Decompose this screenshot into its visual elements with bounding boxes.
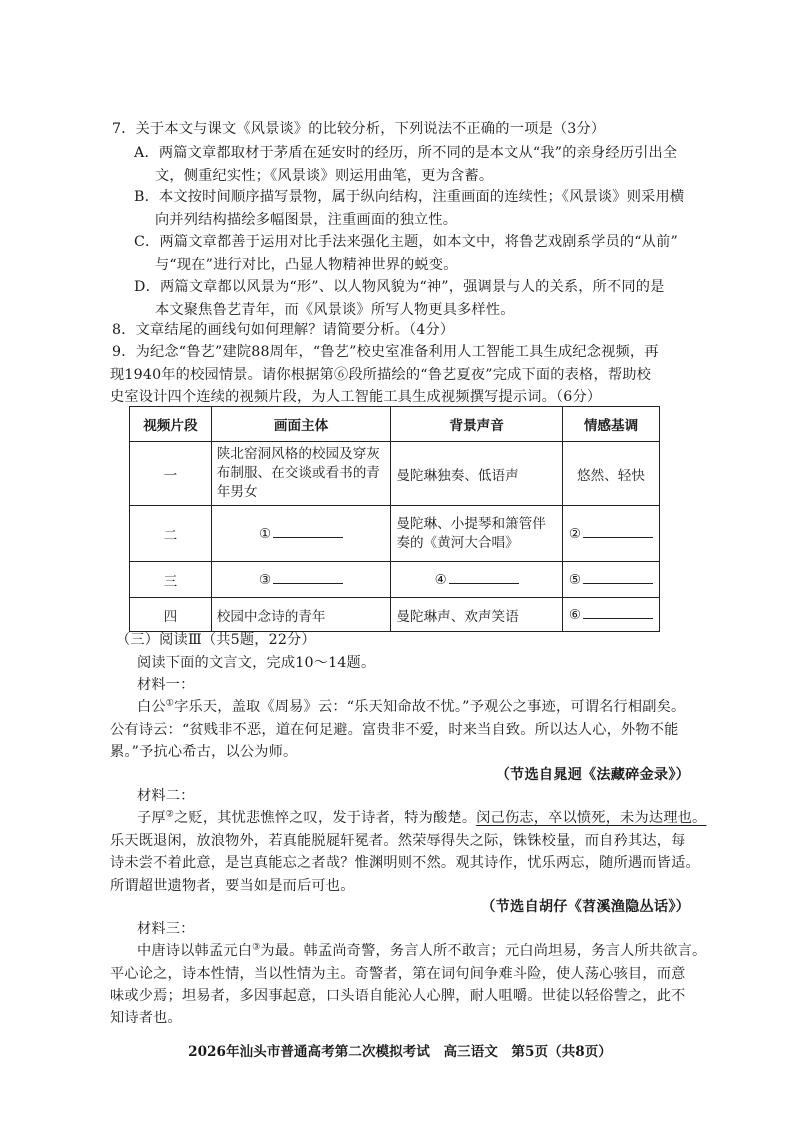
video-prompt-table [129,406,660,632]
table-cell-blank[interactable] [563,506,660,562]
question-9-line2: 现1940年的校园情景。请你根据第⑥段所描绘的“鲁艺夏夜”完成下面的表格，帮助校 [110,367,651,383]
q7-option-b-line1: B．本文按时间顺序描写景物，属于纵向结构，注重画面的连续性；《风景谈》则采用横 [134,189,685,205]
material-1-line2: 公有诗云：“贫贱非不恶，道在何足避。富贵非不爱，时来当自致。所以达人心，外物不能 [110,722,679,738]
table-cell: 校园中念诗的青年 [211,598,391,632]
table-header: 画面主体 [211,407,391,442]
material-2-source: （节选自胡仔《苕溪渔隐丛话》） [481,899,690,915]
table-row [130,506,660,562]
section-3-title: （三）阅读Ⅲ（共5题，22分） [116,632,316,648]
blank-number: ⑥ [568,607,582,623]
q7-option-c-line2: 与“现在”进行对比，凸显人物精神世界的蜕变。 [155,257,458,273]
q7-option-c-line1: C．两篇文章都善于运用对比手法来强化主题，如本文中，将鲁艺戏剧系学员的“从前” [134,234,678,250]
material-2-line1 [137,808,706,828]
section-3-instruction: 阅读下面的文言文，完成10～14题。 [137,655,376,671]
table-cell: 陕北窑洞风格的校园及穿灰布制服、在交谈或看书的青年男女 [211,442,391,506]
material-2-line4: 所谓超世遗物者，要当如是而后可也。 [110,878,355,894]
answer-blank[interactable] [273,525,343,538]
table-cell: 悠然、轻快 [563,442,660,506]
material-text: 中唐诗以韩孟元白 [137,943,253,959]
table-row [130,562,660,598]
table-cell: 二 [130,506,212,562]
material-2-line3: 诗未尝不着此意，是岂真能忘之者哉？惟渊明则不然。观其诗作，忧乐两忘，随所遇而皆适。 [110,855,700,871]
table-row [130,598,660,632]
q7-option-a-line1: A．两篇文章都取材于茅盾在延安时的经历，所不同的是本文从“我”的亲身经历引出全 [134,145,678,161]
material-text: 子厚 [137,810,166,826]
material-2-label: 材料二： [137,788,195,804]
question-7-stem: 7．关于本文与课文《风景谈》的比较分析，下列说法不正确的一项是（3分） [112,121,606,137]
q7-option-b-line2: 向并列结构描绘多幅图景，注重画面的独立性。 [155,212,458,228]
material-text: 为最。韩孟尚奇警，务言人所不敢言；元白尚坦易，务言人所共欲言。 [260,943,707,959]
q7-option-d-line2: 本文聚焦鲁艺青年，而《风景谈》所写人物更具多样性。 [155,302,515,318]
table-row [130,442,660,506]
answer-blank[interactable] [449,571,519,584]
answer-blank[interactable] [583,571,653,584]
material-1-label: 材料一： [137,677,195,693]
material-text: 白公 [137,699,166,715]
material-1-line3: 累。”予抗心希古，以公为师。 [110,744,298,760]
table-header: 视频片段 [130,407,212,442]
material-text: 字乐天，盖取《周易》云：“乐天知命故不忧。”予观公之事迹，可谓名行相副矣。 [174,699,686,715]
table-cell-blank[interactable] [391,562,563,598]
table-cell: 曼陀琳独奏、低语声 [391,442,563,506]
underlined-sentence: 闵己伤志，卒以愤死，未为达理也。 [476,810,707,826]
blank-number: ③ [258,572,272,588]
material-2-line2: 乐天既退闲，放浪物外，若真能脱屣轩冕者。然荣辱得失之际，铢铢校量，而自矜其达，每 [110,833,686,849]
material-3-line1 [137,941,706,961]
table-header: 背景声音 [391,407,563,442]
blank-number: ① [258,526,272,542]
material-3-line4: 知诗者也。 [110,1010,182,1026]
answer-blank[interactable] [583,525,653,538]
table-header-row [130,407,660,442]
table-cell: 三 [130,562,212,598]
question-9-line1: 9．为纪念“鲁艺”建院88周年，“鲁艺”校史室准备利用人工智能工具生成纪念视频，再 [112,344,659,360]
question-8-stem: 8．文章结尾的画线句如何理解？请简要分析。（4分） [112,322,455,338]
blank-number: ② [568,526,582,542]
table-header: 情感基调 [563,407,660,442]
answer-blank[interactable] [273,571,343,584]
material-text: 之贬，其忧悲憔悴之叹，发于诗者，特为酸楚。 [174,810,477,826]
table-cell-blank[interactable] [211,506,391,562]
q7-option-a-line2: 文，侧重纪实性；《风景谈》则运用曲笔，更为含蓄。 [155,168,494,184]
material-1-line1 [137,697,685,717]
table-cell: 曼陀琳、小提琴和箫管伴奏的《黄河大合唱》 [391,506,563,562]
answer-blank[interactable] [583,606,653,619]
material-3-line2: 平心论之，诗本性情，当以性情为主。奇警者，第在词句间争难斗险，使人荡心骇目，而意 [110,966,686,982]
blank-number: ④ [434,572,447,588]
footnote-marker: ③ [252,942,261,953]
material-3-label: 材料三： [137,921,195,937]
question-9-line3: 史室设计四个连续的视频片段，为人工智能工具生成视频撰写提示词。（6分） [110,389,602,405]
material-3-line3: 味或少焉；坦易者，多因事起意，口头语自能沁人心脾，耐人咀嚼。世徒以轻俗訾之，此不 [110,988,686,1004]
table-cell-blank[interactable] [563,598,660,632]
footnote-marker: ② [165,809,175,820]
material-1-source: （节选自晁迥《法藏碎金录》） [495,767,690,783]
table-cell: 四 [130,598,212,632]
table-cell: 一 [130,442,212,506]
q7-option-d-line1: D．两篇文章都以风景为“形”、以人物风貌为“神”，强调景与人的关系，所不同的是 [134,279,665,295]
blank-number: ⑤ [568,572,582,588]
page-footer: 2026年汕头市普通高考第二次模拟考试 高三语文 第5页（共8页） [188,1044,612,1060]
table-cell-blank[interactable] [211,562,391,598]
table-cell-blank[interactable] [563,562,660,598]
table-cell: 曼陀琳声、欢声笑语 [391,598,563,632]
footnote-marker: ① [165,698,175,709]
